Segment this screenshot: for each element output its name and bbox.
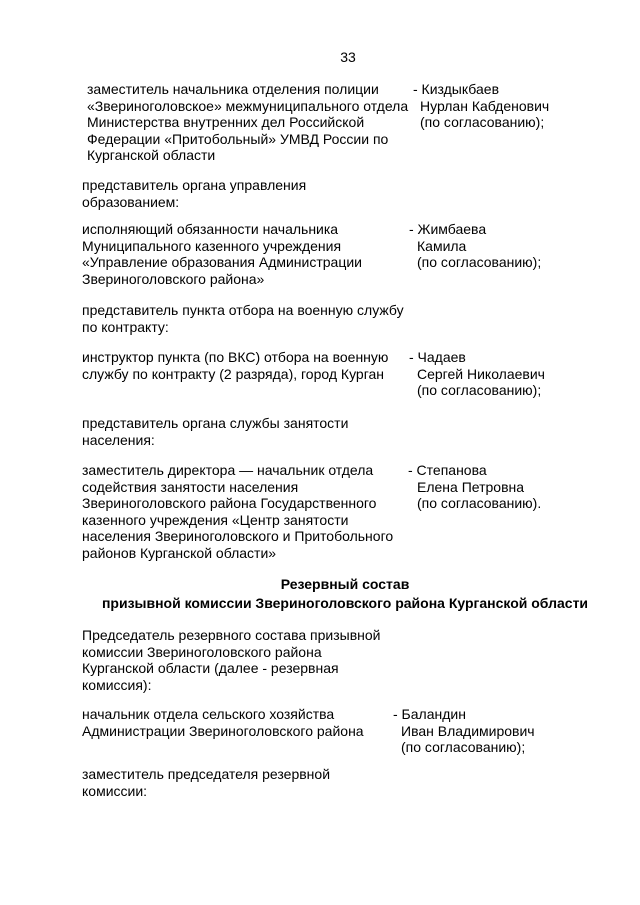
text-line: Звериноголовского района Государственного bbox=[82, 495, 377, 512]
text-line: населения: bbox=[82, 431, 155, 448]
page-number: 33 bbox=[340, 49, 356, 65]
person-name: Иван Владимирович bbox=[401, 722, 535, 739]
text-line: комиссия): bbox=[82, 676, 152, 693]
heading-employment-service bbox=[82, 415, 348, 448]
text-line: Администрации Звериноголовского района bbox=[82, 722, 364, 739]
person-note: (по согласованию); bbox=[417, 382, 542, 399]
text-line: представитель органа управления bbox=[82, 177, 307, 193]
text-line: заместитель председателя резервной bbox=[82, 766, 331, 782]
position-zhimbaeva bbox=[82, 221, 362, 287]
person-note: (по согласованию); bbox=[401, 739, 526, 756]
text-line: казенного учреждения «Центр занятости bbox=[82, 511, 349, 528]
person-chadaev bbox=[409, 349, 545, 399]
position-balandin bbox=[82, 706, 364, 739]
text-line: по контракту: bbox=[82, 318, 169, 335]
person-surname: - Баландин bbox=[393, 706, 466, 722]
person-name: Сергей Николаевич bbox=[417, 365, 545, 382]
text-line: Курганской области (далее - резервная bbox=[82, 660, 339, 677]
person-name: Камила bbox=[417, 237, 467, 254]
text-line: представитель пункта отбора на военную службу bbox=[82, 302, 404, 318]
person-kizdykbaev bbox=[413, 81, 549, 131]
text-line: «Управление образования Администрации bbox=[82, 254, 363, 271]
text-line: Федерации «Притобольный» УМВД России по bbox=[87, 130, 389, 147]
text-line: Курганской области bbox=[87, 147, 216, 164]
reserve-title-line: призывной комиссии Звериноголовского района Курганской области bbox=[101, 595, 589, 611]
text-line: содействия занятости населения bbox=[82, 478, 299, 495]
person-name: Елена Петровна bbox=[417, 478, 525, 495]
text-line: районов Курганской области» bbox=[82, 544, 277, 561]
text-line: начальник отдела сельского хозяйства bbox=[82, 706, 335, 722]
person-surname: - Жимбаева bbox=[409, 221, 487, 237]
text-line: населения Звериноголовского и Притобольного bbox=[82, 528, 394, 545]
text-line: заместитель директора — начальник отдела bbox=[82, 462, 374, 478]
person-balandin bbox=[393, 706, 535, 756]
heading-contract-service bbox=[82, 302, 404, 335]
reserve-title bbox=[0, 575, 640, 613]
person-note: (по согласованию); bbox=[420, 114, 545, 131]
text-line: образованием: bbox=[82, 193, 180, 210]
person-name: Нурлан Кабденович bbox=[420, 97, 550, 114]
text-line: комиссии: bbox=[82, 782, 148, 799]
text-line: комиссии Звериноголовского района bbox=[82, 643, 322, 660]
heading-education bbox=[82, 177, 306, 210]
text-line: Звериноголовского района» bbox=[82, 270, 265, 287]
text-line: службу по контракту (2 разряда), город Курган bbox=[82, 365, 385, 382]
text-line: Муниципального казенного учреждения bbox=[82, 237, 342, 254]
text-line: представитель органа службы занятости bbox=[82, 415, 349, 431]
text-line: инструктор пункта (по ВКС) отбора на военную bbox=[82, 349, 389, 365]
person-stepanova bbox=[408, 462, 541, 512]
person-surname: - Киздыкбаев bbox=[413, 81, 500, 97]
text-line: Председатель резервного состава призывной bbox=[82, 627, 381, 643]
heading-reserve-chair bbox=[82, 627, 380, 693]
heading-reserve-deputy bbox=[82, 766, 330, 799]
text-line: «Звериноголовское» межмуниципального отдела bbox=[87, 97, 409, 114]
text-line: исполняющий обязанности начальника bbox=[82, 221, 339, 237]
person-note: (по согласованию); bbox=[417, 254, 542, 271]
reserve-title-line: Резервный состав bbox=[280, 576, 410, 592]
position-stepanova bbox=[82, 462, 393, 562]
person-note: (по согласованию). bbox=[417, 495, 542, 512]
text-line: заместитель начальника отделения полиции bbox=[87, 81, 379, 97]
position-kizdykbaev bbox=[87, 81, 408, 164]
person-surname: - Степанова bbox=[408, 462, 487, 478]
person-surname: - Чадаев bbox=[409, 349, 466, 365]
text-line: Министерства внутренних дел Российской bbox=[87, 114, 365, 131]
person-zhimbaeva bbox=[409, 221, 541, 271]
position-chadaev bbox=[82, 349, 388, 382]
